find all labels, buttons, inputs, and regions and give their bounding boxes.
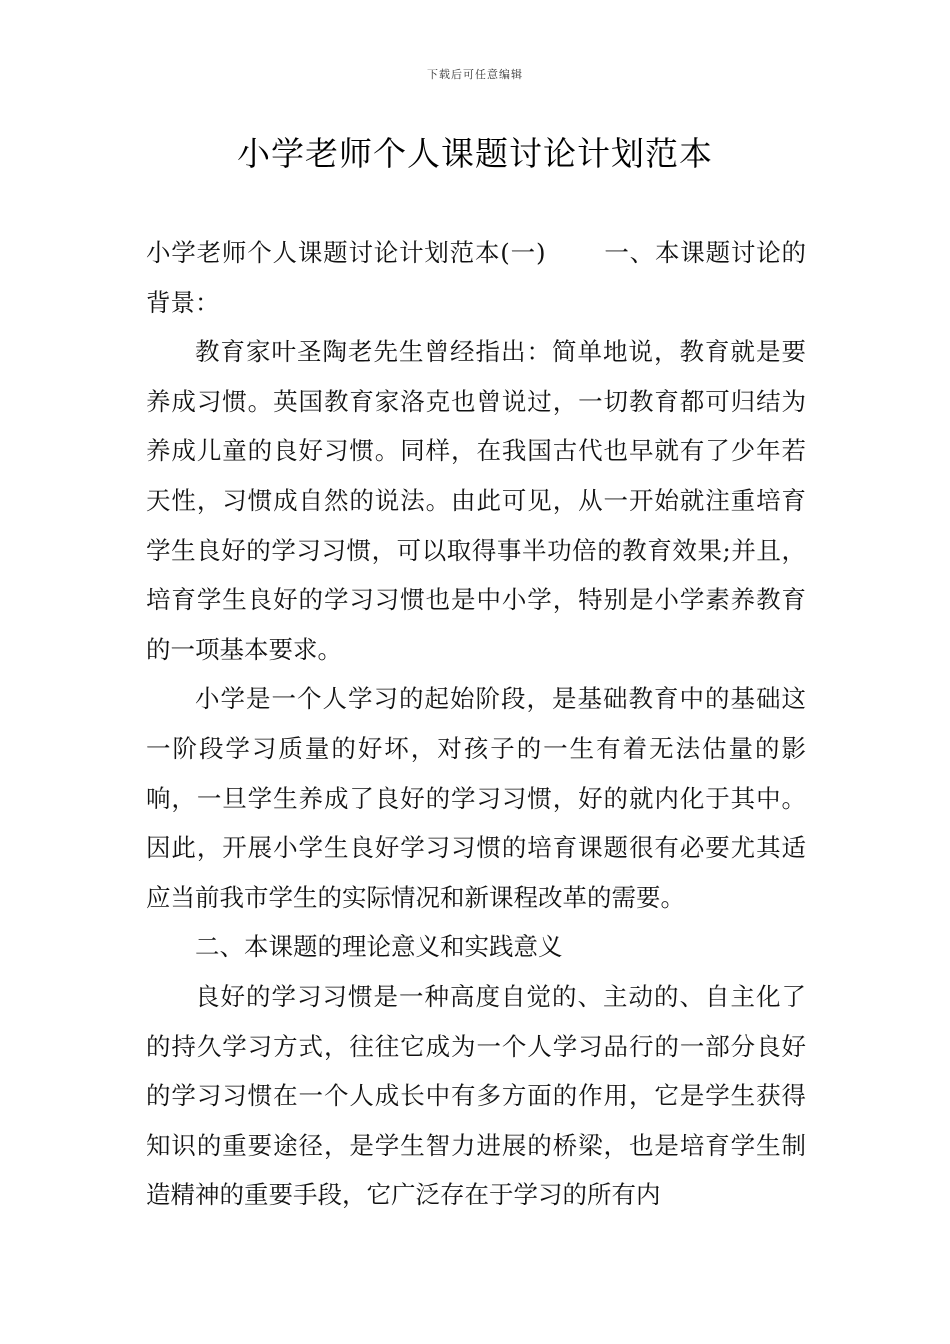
- intro-paragraph: [146, 228, 806, 327]
- paragraph: 良好的学习习惯是一种高度自觉的、主动的、自主化了的持久学习方式，往往它成为一个人学习品行的一部分良好的学习习惯在一个人成长中有多方面的作用，它是学生获得知识的重要途径，是学生智力进展的桥梁，也是培育学生制造精神的重要手段，它广泛存在于学习的所有内: [146, 981, 806, 1210]
- paragraph: 小学是一个人学习的起始阶段，是基础教育中的基础这一阶段学习质量的好坏，对孩子的一生有着无法估量的影响，一旦学生养成了良好的学习习惯，好的就内化于其中。因此，开展小学生良好学习习惯的培育课题很有必要尤其适应当前我市学生的实际情况和新课程改革的需要。: [146, 684, 806, 912]
- page-header-note: 下载后可任意编辑: [427, 68, 523, 81]
- document-title: 小学老师个人课题讨论计划范本: [237, 134, 713, 173]
- intro-subtitle: 小学老师个人课题讨论计划范本(一): [146, 238, 546, 267]
- section-heading-significance: 二、本课题的理论意义和实践意义: [195, 932, 563, 962]
- paragraph: 教育家叶圣陶老先生曾经指出：简单地说，教育就是要养成习惯。英国教育家洛克也曾说过，一切教育都可归结为养成儿童的良好习惯。同样，在我国古代也早就有了少年若天性，习惯成自然的说法。由此可见，从一开始就注重培育学生良好的学习习惯，可以取得事半功倍的教育效果;并且，培育学生良好的学习习惯也是中小学，特别是小学素养教育的一项基本要求。: [146, 337, 806, 664]
- document-body: [146, 228, 806, 1220]
- section-heading-background: 一、本课题讨论的背景：: [146, 238, 807, 317]
